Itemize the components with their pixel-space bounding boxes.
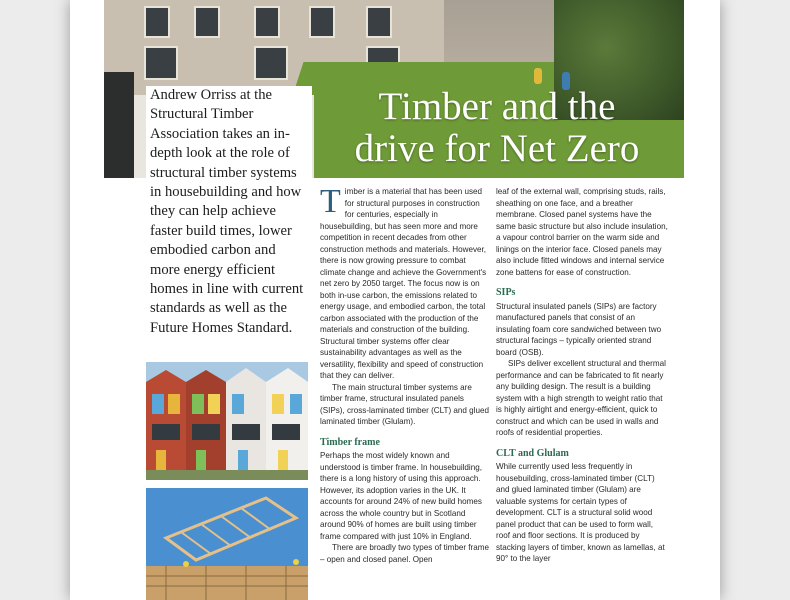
- body-paragraph: While currently used less frequently in housebuilding, cross-laminated timber (CLT) and glued laminated timber (Glulam) are valuable systems for certain types of development. CLT is a structural solid wood panel product that can be used to form wall, roof and floor sections. It is produced by stacking layers of timber, known as lamellas, at 90° to the layer: [496, 462, 665, 563]
- body-paragraph: leaf of the external wall, comprising studs, rails, sheathing on one face, and a breather membrane. Closed panel systems have the same basic structure but also include insulation, a vapour control barrier on the warm side and linings on the interior face. Closed panels may also include fitted windows and internal service zone battens for ease of construction.: [496, 187, 668, 277]
- body-paragraph: Perhaps the most widely known and understood is timber frame. In housebuilding, there is a long history of using this approach. However, its adoption varies in the UK. It accounts for around 24% of new build homes across the whole country but in Scotland around 90% of homes are built using timber frame compared with just 10% in England.: [320, 451, 482, 541]
- paragraph-text: imber is a material that has been used for structural purposes in construction for centuries, especially in housebuilding, but has seen more and more competition in recent decades from other construction methods and materials. However, there is now growing pressure to combat climate change and achieve the Government's net zero by 2050 target. The focus now is on both in-use carbon, the emissions related to energy usage, and embodied carbon, the total carbon associated with the production of the materials and construction of the building. Structural timber systems offer clear sustainability advantages as well as the versatility, flexibility and speed of construction that they can deliver.: [320, 187, 487, 380]
- magazine-page: [70, 0, 720, 600]
- construction-photo: [146, 488, 308, 600]
- headline-line-2: drive for Net Zero: [354, 127, 640, 170]
- body-paragraph: There are broadly two types of timber frame – open and closed panel. Open: [320, 543, 489, 564]
- subheading-timber-frame: Timber frame: [320, 436, 380, 448]
- body-paragraph: SIPs deliver excellent structural and thermal performance and can be fabricated to fit nearly any building design. The result is a building system with a high strength to weight ratio that is highly airtight and energy-efficient, quick to construct and which can be used in walls and roofs of residential properties.: [496, 359, 666, 437]
- intro-standfirst: Andrew Orriss at the Structural Timber Association takes an in-depth look at the role of structural timber systems in housebuilding and how they can help achieve faster build times, lower embodied carbon and more energy efficient homes in line with current standards as well as the Future Homes Standard.: [148, 86, 312, 338]
- body-column-2: [496, 186, 668, 565]
- headline-line-1: Timber and the: [378, 85, 616, 128]
- houses-photo: [146, 362, 308, 480]
- subheading-clt-glulam: CLT and Glulam: [496, 447, 569, 459]
- body-paragraph: The main structural timber systems are timber frame, structural insulated panels (SIPs), cross-laminated timber (CLT) and glued laminated timber (Glulam).: [320, 382, 489, 426]
- body-paragraph: [320, 183, 490, 382]
- body-paragraph: Structural insulated panels (SIPs) are factory manufactured panels that consist of an insulating foam core sandwiched between two structural facings – typically oriented strand board (OSB).: [496, 301, 662, 357]
- houses-illustration: [146, 362, 308, 480]
- drop-cap: T: [320, 183, 341, 220]
- subheading-sips: SIPs: [496, 287, 516, 298]
- timber-frame-illustration: [146, 488, 308, 600]
- body-column-1: [320, 183, 490, 565]
- article-headline: [332, 86, 662, 170]
